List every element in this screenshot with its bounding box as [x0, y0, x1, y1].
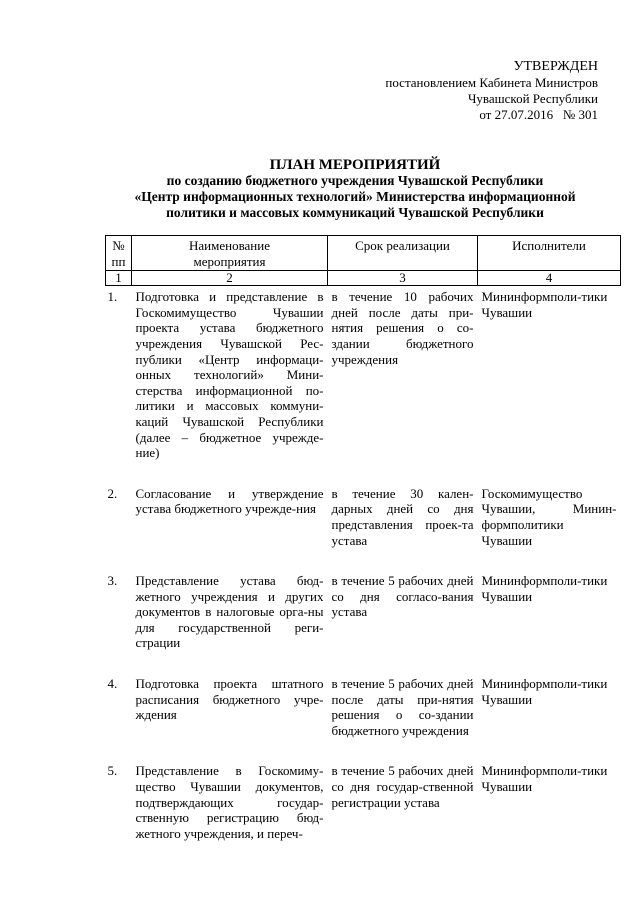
row-number: 2. [107, 485, 118, 501]
row-number: 1. [107, 289, 118, 305]
row-number: 5. [107, 763, 118, 779]
row-name: Представление устава бюд-жетного учреждения и других документов в налоговые орга-ны для государственной реги-страции [135, 573, 324, 651]
title-main: ПЛАН МЕРОПРИЯТИЙ [269, 157, 441, 173]
header-num: № пп [106, 236, 132, 271]
approval-stamp [385, 59, 598, 123]
title-sub-1: по созданию бюджетного учреждения Чувашской Республики [166, 173, 544, 188]
approval-line-3: от 27.07.2016 № 301 [479, 107, 598, 122]
header-term: Срок реализации [328, 236, 478, 271]
row-term: в течение 5 рабочих дней со дня государ-ственной регистрации устава [331, 763, 474, 810]
row-name: Представление в Госкомиму-щество Чувашии документов, подтверждающих государ-ственную регистрацию бюд-жетного учреждения, и переч- [135, 763, 324, 841]
row-name: Согласование и утверждение устава бюджетного учрежде-ния [135, 485, 324, 517]
column-number: 2 [132, 271, 328, 286]
header-name: Наименование мероприятия [132, 236, 328, 271]
row-number: 4. [107, 676, 118, 692]
row-term: в течение 30 кален-дарных дней со дня представления проек-та устава [331, 485, 474, 548]
title-sub-2: «Центр информационных технологий» Министерства информационной [134, 189, 576, 204]
row-exec: Мининформполи-тики Чувашии [481, 289, 608, 320]
approval-line-2: Чувашской Республики [467, 91, 598, 106]
row-exec: Мининформполи-тики Чувашии [481, 573, 608, 604]
column-number-row [106, 271, 621, 286]
approval-heading: УТВЕРЖДЕН [513, 59, 598, 74]
table-row [106, 738, 621, 841]
row-number: 3. [107, 573, 118, 589]
plan-table [105, 235, 621, 841]
column-number: 1 [106, 271, 132, 286]
table-row [106, 461, 621, 548]
row-name: Подготовка проекта штатного расписания бюджетного учре-ждения [135, 676, 324, 723]
table-header-row [106, 236, 621, 271]
row-term: в течение 10 рабочих дней после даты при-нятия решения о со-здании бюджетного учреждения [331, 289, 474, 367]
row-term: в течение 5 рабочих дней со дня согласо-вания устава [331, 573, 474, 620]
row-name: Подготовка и представление в Госкомимущество Чувашии проекта устава бюджетного учреждения Чувашской Рес-публики «Центр информаци-онных технологий» Мини-стерства информационной по-литики и массовых коммуни-каций Чувашской Республики (далее – бюджетное учрежде-ние) [135, 289, 324, 461]
row-term: в течение 5 рабочих дней после даты при-нятия решения о со-здании бюджетного учреждения [331, 676, 474, 738]
table-row [106, 286, 621, 461]
title-sub-3: политики и массовых коммуникаций Чувашской Республики [166, 205, 544, 220]
row-exec: Мининформполи-тики Чувашии [481, 763, 608, 795]
table-row [106, 548, 621, 651]
document-title [90, 157, 620, 221]
row-exec: Госкомимущество Чувашии, Минин-формполитики Чувашии [481, 485, 617, 548]
column-number: 3 [328, 271, 478, 286]
table-row [106, 651, 621, 738]
row-exec: Мининформполи-тики Чувашии [481, 676, 608, 707]
column-number: 4 [478, 271, 621, 286]
header-exec: Исполнители [478, 236, 621, 271]
approval-line-1: постановлением Кабинета Министров [385, 75, 598, 90]
